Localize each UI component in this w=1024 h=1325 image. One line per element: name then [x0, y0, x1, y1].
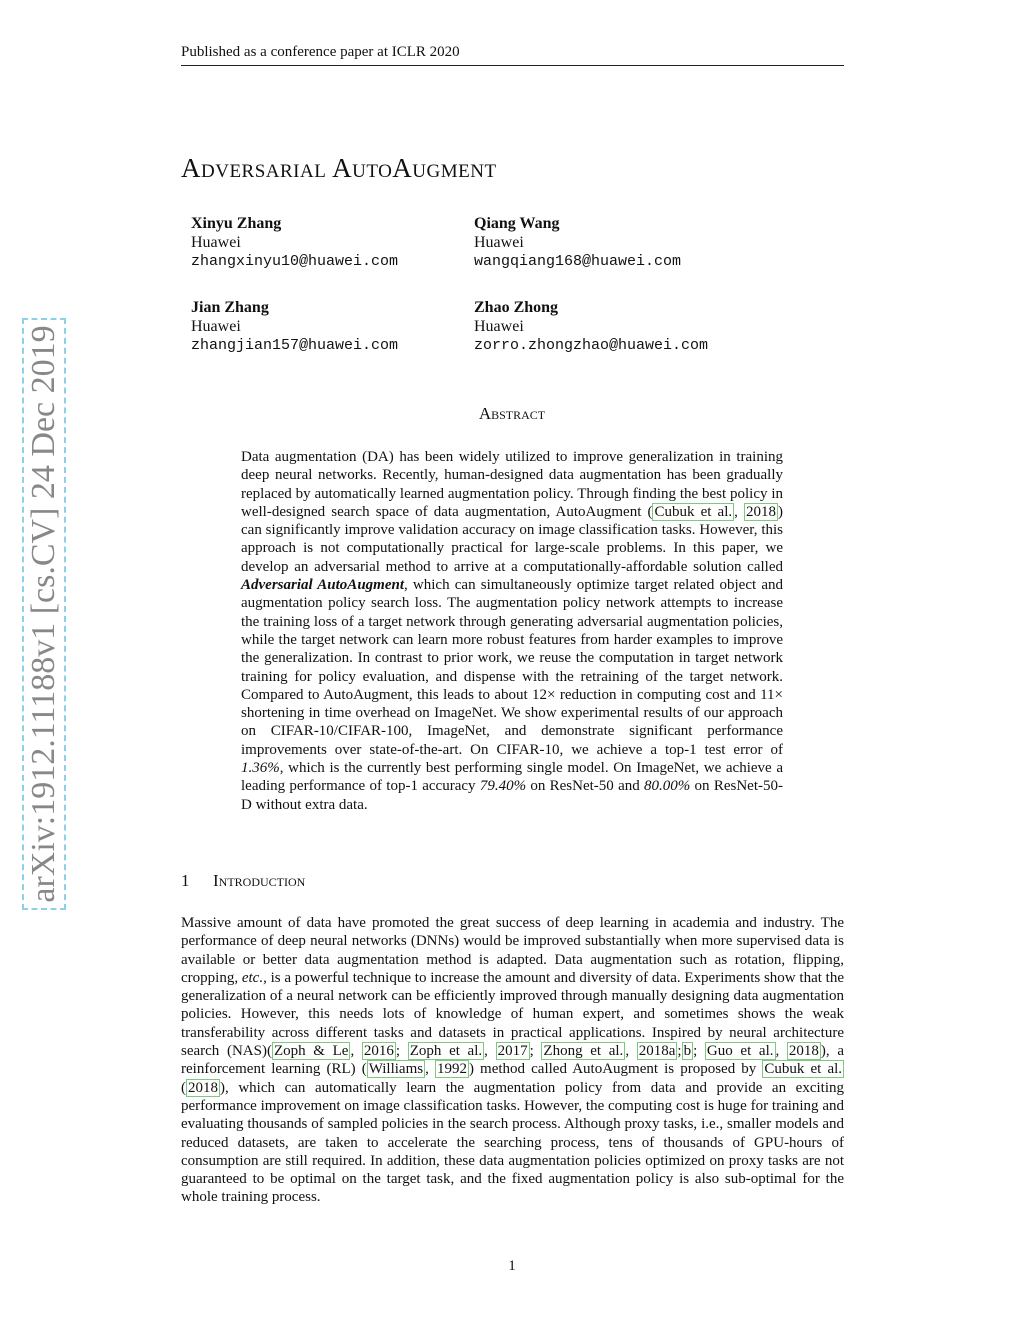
citation-link[interactable]: Cubuk et al.	[764, 1061, 843, 1078]
arxiv-stamp[interactable]	[22, 318, 66, 910]
citation-year-link[interactable]: 2018	[746, 503, 777, 520]
intro-text: etc.	[241, 969, 264, 986]
paper-title: Adversarial AutoAugment	[181, 153, 497, 183]
test-error-value: 1.36%	[241, 760, 280, 777]
author-email[interactable]: wangqiang168@huawei.com	[474, 253, 682, 270]
author-name: Zhao Zhong	[474, 299, 559, 316]
author-affiliation: Huawei	[191, 318, 241, 335]
citation-link[interactable]: Williams	[368, 1061, 424, 1078]
abstract-body	[241, 448, 783, 814]
citation-year-link[interactable]: 1992	[436, 1061, 467, 1078]
author-name: Qiang Wang	[474, 215, 560, 232]
citation-year-link[interactable]: b	[683, 1043, 692, 1060]
page-number: 1	[508, 1258, 516, 1274]
running-header: Published as a conference paper at ICLR 2020	[181, 44, 460, 60]
abstract-text: ) can significantly improve validation accuracy on image classification tasks. However, this approach is not computationally practical for large-scale problems. In this paper, we develop an adversarial method to arrive at a computationally-affordable solution called	[241, 503, 784, 575]
introduction-body: Massive amount of data have promoted the great success of deep learning in academia and industry. The performance of deep neural networks (DNNs) would be improved substantially when more supervised data is available or better data augmentation method is adapted. Data augmentation such as rotation, flipping, cropping, etc., is a powerful technique to increase the amount and diversity of data. Experiments show that the generalization of a neural network can be efficiently improved through manually designing data augmentation policies. However, this needs lots of knowledge of human expert, and sometimes shows the weak transferability across different tasks and datasets in practical applications. Inspired by neural architecture search (NAS)( Zoph & Le , 2016 ; Zoph et al. , 2017 ; Zhong et al. , 2018a ; b ; Guo et al. , 2018 ), a reinforcement learning (RL) ( Williams , 1992 ) method called AutoAugment is proposed by Cubuk et al. ( 2018 ), which can automatically learn the augmentation policy from data and provide an exciting performance improvement on image classification tasks. However, the computing cost is huge for training and evaluating thousands of sampled policies in the search process. Although proxy tasks, i.e., smaller models and reduced datasets, are taken to accelerate the searching process, tens of thousands of GPU-hours of consumption are still required. In addition, these data augmentation policies optimized on proxy tasks are not guaranteed to be optimal on the target task, and the fixed augmentation policy is also sub-optimal for the whole training process.	[181, 915, 844, 1206]
header-rule	[181, 65, 844, 66]
author-4	[474, 298, 708, 355]
citation-link[interactable]: Zhong et al.	[543, 1043, 624, 1060]
author-affiliation: Huawei	[191, 234, 241, 251]
abstract-heading: Abstract	[478, 404, 546, 423]
resnet50d-accuracy: 80.00%	[644, 778, 691, 795]
citation-year-link[interactable]: 2018a	[638, 1043, 676, 1060]
citation-link[interactable]: Zoph & Le	[273, 1043, 349, 1060]
section-heading-introduction	[181, 871, 305, 891]
author-3	[191, 298, 398, 355]
citation-link[interactable]: Zoph et al.	[409, 1043, 483, 1060]
abstract-text: Data augmentation (DA) has been widely utilized to improve generalization in training deep neural networks. Recently, human-designed data augmentation has been gradually replaced by automatically learned augmentation policy. Through finding the best policy in well-designed search space of data augmentation, AutoAugment (	[241, 449, 783, 520]
intro-text: Massive amount of data have promoted the great success of deep learning in academia and industry. The performance of deep neural networks (DNNs) would be improved substantially when more supervised data is available or better data augmentation method is adapted. Data augmentation such as rotation, flipping, cropping,	[181, 915, 844, 986]
author-name: Xinyu Zhang	[191, 215, 282, 232]
intro-text: ) method called AutoAugment is proposed by	[468, 1061, 763, 1078]
author-affiliation: Huawei	[474, 318, 524, 335]
author-1	[191, 214, 398, 271]
abstract-text: on ResNet-50-D without extra data.	[241, 778, 783, 813]
section-number: 1	[181, 871, 190, 890]
author-name: Jian Zhang	[191, 299, 269, 316]
abstract-text: , which is the currently best performing single model. On ImageNet, we achieve a leading performance of top-1 accuracy	[241, 760, 783, 795]
abstract-text: on ResNet-50 and	[526, 778, 645, 795]
resnet50-accuracy: 79.40%	[479, 778, 527, 795]
intro-text: , is a powerful technique to increase the amount and diversity of data. Experiments show that the generalization of a neural network can be efficiently improved through manually designing data augmentation policies. However, this needs lots of knowledge of human expert, and sometimes shows the weak transferability across different tasks and datasets in practical applications. Inspired by neural architecture search (NAS)(	[181, 969, 844, 1060]
citation-year-link[interactable]: 2016	[363, 1043, 394, 1060]
citation-year-link[interactable]: 2018	[188, 1079, 218, 1096]
citation-year-link[interactable]: 2017	[497, 1043, 528, 1060]
citation-link[interactable]: Guo et al.	[706, 1043, 774, 1060]
section-title: Introduction	[213, 871, 306, 890]
arxiv-stamp-text: arXiv:1912.11188v1 [cs.CV] 24 Dec 2019	[25, 325, 62, 903]
intro-text: ), which can automatically learn the augmentation policy from data and provide an exciting performance improvement on image classification tasks. However, the computing cost is huge for training and evaluating thousands of sampled policies in the search process. Although proxy tasks, i.e., smaller models and reduced datasets, are taken to accelerate the searching process, tens of thousands of GPU-hours of consumption are still required. In addition, these data augmentation policies optimized on proxy tasks are not guaranteed to be optimal on the target task, and the fixed augmentation policy is also sub-optimal for the whole training process.	[181, 1079, 844, 1206]
citation-separator: ,	[734, 503, 745, 520]
author-affiliation: Huawei	[474, 234, 524, 251]
author-email[interactable]: zorro.zhongzhao@huawei.com	[474, 337, 709, 354]
author-2	[474, 214, 681, 271]
intro-text: ), a reinforcement learning (RL) (	[181, 1043, 844, 1078]
method-name: Adversarial AutoAugment	[241, 577, 404, 594]
author-email[interactable]: zhangxinyu10@huawei.com	[191, 253, 399, 270]
abstract-text: , which can simultaneously optimize target related object and augmentation policy search loss. The augmentation policy network attempts to increase the training loss of a target network through generating adversarial augmentation policies, while the target network can learn more robust features from harder examples to improve the generalization. In contrast to prior work, we reuse the computation in target network training for policy evaluation, and dispense with the retraining of the target network. Compared to AutoAugment, this leads to about 12× reduction in computing cost and 11× shortening in time overhead on ImageNet. We show experimental results of our approach on CIFAR-10/CIFAR-100, ImageNet, and demonstrate significant performance improvements over state-of-the-art. On CIFAR-10, we achieve a top-1 test error of	[241, 577, 783, 758]
citation-link[interactable]: Cubuk et al.	[654, 503, 733, 520]
citation-year-link[interactable]: 2018	[788, 1043, 819, 1060]
author-email[interactable]: zhangjian157@huawei.com	[191, 337, 399, 354]
